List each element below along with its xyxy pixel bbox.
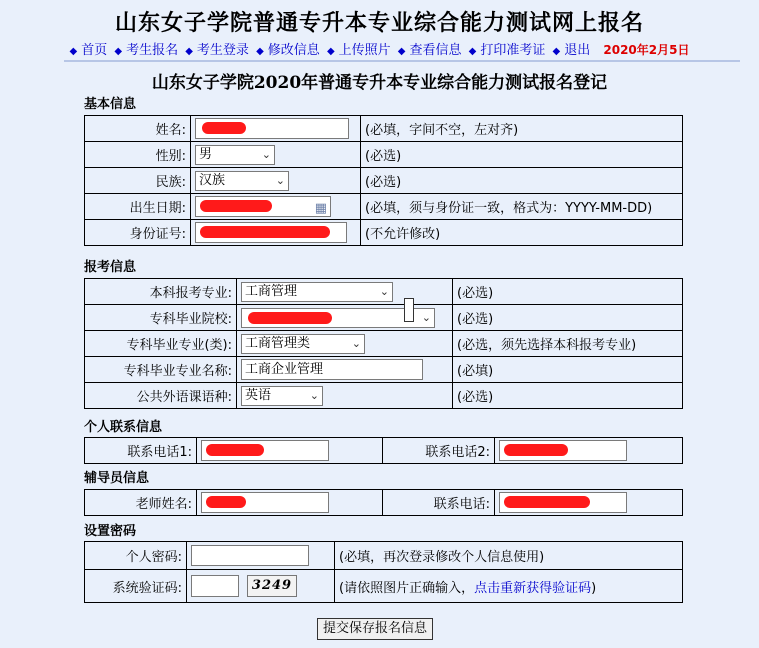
contact-table [84, 437, 683, 464]
redaction-mark [248, 312, 332, 324]
nav-upload-photo[interactable]: 上传照片 [338, 43, 391, 58]
password-table [84, 541, 683, 603]
captcha-image[interactable]: 3249 [247, 575, 297, 597]
ethnicity-value: 汉族 [199, 172, 226, 188]
teacher-name-input[interactable] [201, 492, 329, 513]
diamond-icon: ◆ [114, 46, 123, 57]
redaction-mark [206, 444, 264, 456]
table-row [85, 542, 683, 570]
redaction-mark [202, 122, 246, 134]
redaction-mark [504, 496, 590, 508]
name-input[interactable] [195, 118, 349, 139]
top-nav [0, 39, 759, 58]
major-label: 本科报考专业: [85, 279, 237, 305]
diamond-icon: ◆ [397, 46, 406, 57]
chevron-down-icon: ⌄ [275, 173, 285, 187]
captcha-hint-row [335, 570, 683, 603]
phone2-input[interactable] [499, 440, 627, 461]
ethnicity-select[interactable] [195, 171, 289, 191]
school-hint: (必选) [453, 305, 683, 331]
section-password: 设置密码 [84, 524, 137, 539]
category-label: 专科毕业专业(类): [85, 331, 237, 357]
section-contact: 个人联系信息 [84, 420, 163, 435]
nav-edit-info[interactable]: 修改信息 [267, 43, 320, 58]
nav-view-info[interactable]: 查看信息 [409, 43, 462, 58]
table-row [85, 357, 683, 383]
diamond-icon: ◆ [69, 46, 78, 57]
majorname-hint: (必填) [453, 357, 683, 383]
table-row [85, 305, 683, 331]
ethnicity-label: 民族: [85, 168, 191, 194]
gender-value: 男 [199, 146, 213, 162]
exam-info-table [84, 278, 683, 409]
site-title: 山东女子学院普通专升本专业综合能力测试网上报名 [114, 10, 644, 36]
table-row [85, 570, 683, 603]
school-label: 专科毕业院校: [85, 305, 237, 331]
nav-home[interactable]: 首页 [81, 43, 108, 58]
majorname-input[interactable]: 工商企业管理 [241, 359, 423, 380]
table-row [85, 142, 683, 168]
table-row [85, 279, 683, 305]
divider [64, 60, 740, 62]
password-input[interactable] [191, 545, 309, 566]
lang-hint: (必选) [453, 383, 683, 409]
diamond-icon: ◆ [256, 46, 264, 57]
nav-print-ticket[interactable]: 打印准考证 [480, 43, 546, 58]
form-title: 山东女子学院2020年普通专升本专业综合能力测试报名登记 [151, 73, 608, 93]
chevron-down-icon: ⌄ [309, 388, 319, 402]
section-counselor: 辅导员信息 [84, 471, 150, 486]
captcha-input[interactable] [191, 575, 239, 597]
name-label: 姓名: [85, 116, 191, 142]
diamond-icon: ◆ [468, 46, 477, 57]
refresh-captcha-link[interactable]: 点击重新获得验证码 [474, 580, 592, 596]
redaction-mark [200, 200, 272, 212]
captcha-hint-end: ) [591, 580, 597, 596]
chevron-down-icon: ⌄ [351, 336, 361, 350]
section-exam: 报考信息 [84, 260, 137, 275]
language-value: 英语 [245, 387, 272, 403]
diamond-icon: ◆ [326, 46, 335, 57]
redaction-mark [200, 226, 330, 238]
category-select[interactable] [241, 334, 365, 354]
birth-hint: (必填，须与身份证一致，格式为：YYYY-MM-DD) [361, 194, 683, 220]
gender-label: 性别: [85, 142, 191, 168]
diamond-icon: ◆ [185, 46, 193, 57]
table-row [85, 116, 683, 142]
section-basic: 基本信息 [84, 97, 137, 112]
major-hint: (必选) [453, 279, 683, 305]
captcha-label: 系统验证码: [85, 570, 187, 603]
ethnicity-hint: (必选) [361, 168, 683, 194]
diamond-icon: ◆ [552, 46, 561, 57]
gender-select[interactable] [195, 145, 275, 165]
language-select[interactable] [241, 386, 323, 406]
table-row [85, 383, 683, 409]
pwd-hint: (必填，再次登录修改个人信息使用) [335, 542, 683, 570]
table-row [85, 168, 683, 194]
redaction-mark [504, 444, 568, 456]
scroll-handle[interactable] [404, 298, 414, 322]
pwd-label: 个人密码: [85, 542, 187, 570]
nav-register[interactable]: 考生报名 [126, 43, 179, 58]
id-hint: (不允许修改) [361, 220, 683, 246]
chevron-down-icon: ⌄ [379, 284, 389, 298]
lang-label: 公共外语课语种: [85, 383, 237, 409]
current-date: 2020年2月5日 [603, 43, 690, 57]
phone2-label: 联系电话2: [383, 438, 495, 464]
name-hint: (必填，字间不空，左对齐) [361, 116, 683, 142]
captcha-hint: (请依照图片正确输入， [339, 580, 475, 596]
birth-date-input[interactable] [195, 196, 331, 217]
calendar-icon[interactable]: ▦ [314, 201, 327, 216]
table-row [85, 438, 683, 464]
chevron-down-icon: ⌄ [261, 147, 271, 161]
table-row [85, 490, 683, 516]
basic-info-table [84, 115, 683, 246]
teacher-phone-label: 联系电话: [383, 490, 495, 516]
phone1-label: 联系电话1: [85, 438, 197, 464]
counselor-table [84, 489, 683, 516]
id-number-input[interactable] [195, 222, 347, 243]
birth-label: 出生日期: [85, 194, 191, 220]
id-label: 身份证号: [85, 220, 191, 246]
majorname-label: 专科毕业专业名称: [85, 357, 237, 383]
category-value: 工商管理类 [245, 335, 311, 351]
redaction-mark [206, 496, 246, 508]
major-select[interactable] [241, 282, 393, 302]
table-row [85, 194, 683, 220]
teacher-phone-input[interactable] [499, 492, 627, 513]
table-row [85, 220, 683, 246]
phone1-input[interactable] [201, 440, 329, 461]
table-row [85, 331, 683, 357]
teacher-label: 老师姓名: [85, 490, 197, 516]
gender-hint: (必选) [361, 142, 683, 168]
category-hint: (必选，须先选择本科报考专业) [453, 331, 683, 357]
chevron-down-icon: ⌄ [421, 310, 431, 324]
nav-logout[interactable]: 退出 [564, 43, 591, 58]
submit-button[interactable]: 提交保存报名信息 [317, 618, 433, 640]
major-value: 工商管理 [245, 283, 298, 299]
nav-login[interactable]: 考生登录 [196, 43, 249, 58]
